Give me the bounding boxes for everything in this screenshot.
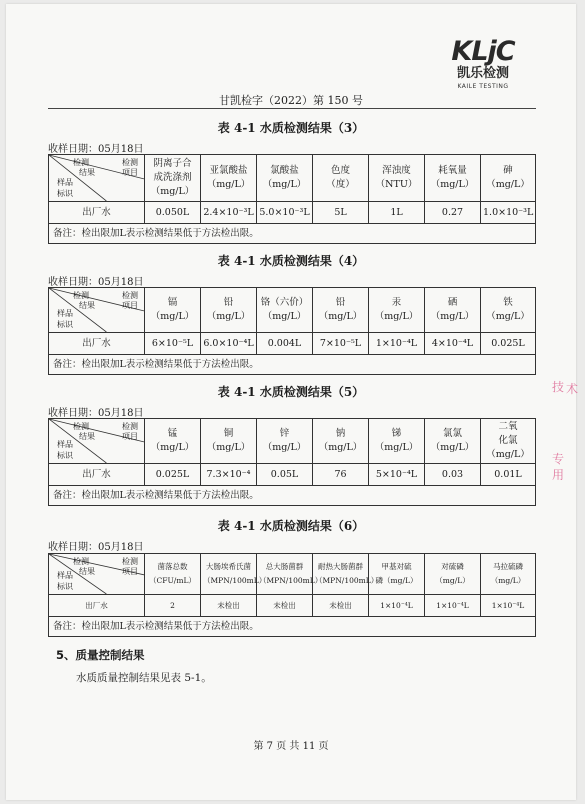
table-cell: 0.004L bbox=[257, 333, 313, 355]
column-header-line: 马拉硫磷 bbox=[493, 562, 523, 571]
column-header-line: （mg/L） bbox=[262, 179, 307, 190]
table-row bbox=[49, 464, 536, 486]
table-cell: 5×10⁻⁴L bbox=[369, 464, 425, 486]
column-header-line: 色度 bbox=[330, 165, 350, 176]
logo-mark: KLjC bbox=[451, 36, 515, 67]
column-header-line: （mg/L） bbox=[206, 442, 251, 453]
diagonal-label: 标识 bbox=[57, 189, 73, 198]
table-header-row bbox=[49, 155, 536, 202]
column-header bbox=[257, 419, 313, 464]
diagonal-label: 项目 bbox=[122, 567, 138, 576]
column-header-line: 硒 bbox=[447, 297, 458, 308]
diagonal-label: 样品 bbox=[57, 571, 73, 580]
column-header-line: （mg/L） bbox=[435, 576, 470, 585]
column-header bbox=[425, 155, 481, 202]
note-row bbox=[49, 617, 536, 637]
diagonal-label: 检测 bbox=[73, 557, 89, 566]
column-header bbox=[481, 288, 536, 333]
table-title: 表 4-1 水质检测结果（3） bbox=[217, 121, 365, 135]
section-heading: 5、质量控制结果 bbox=[56, 648, 145, 662]
table-cell: 2 bbox=[145, 595, 201, 617]
table-cell: 7×10⁻⁵L bbox=[313, 333, 369, 355]
column-header-line: （NTU） bbox=[375, 179, 418, 190]
diagonal-label: 标识 bbox=[57, 451, 73, 460]
result-table bbox=[48, 553, 536, 637]
column-header-line: （mg/L） bbox=[486, 311, 530, 322]
table-header-row bbox=[49, 288, 536, 333]
diagonal-label: 项目 bbox=[122, 168, 138, 177]
column-header-line: （mg/L） bbox=[262, 311, 307, 322]
column-header-line: 总大肠菌群 bbox=[265, 562, 304, 571]
sample-date: 收样日期：05月18日 bbox=[48, 277, 144, 288]
column-header-line: 砷 bbox=[503, 165, 513, 176]
column-header-line: （mg/L） bbox=[206, 311, 251, 322]
table-cell: 6×10⁻⁵L bbox=[145, 333, 201, 355]
result-table bbox=[48, 154, 536, 244]
table-note: 备注：检出限加L表示检测结果低于方法检出限。 bbox=[49, 355, 536, 375]
diagonal-header-cell bbox=[49, 419, 145, 464]
column-header-line: （mg/L） bbox=[318, 311, 363, 322]
note-row bbox=[49, 355, 536, 375]
diagonal-label: 项目 bbox=[122, 432, 138, 441]
sample-date: 收样日期：05月18日 bbox=[48, 144, 144, 155]
diagonal-label: 结果 bbox=[79, 301, 95, 310]
table-cell: 0.05L bbox=[257, 464, 313, 486]
diagonal-label: 检测 bbox=[122, 158, 138, 167]
table-cell: 0.27 bbox=[425, 202, 481, 224]
column-header-line: 成洗涤剂 bbox=[153, 172, 192, 183]
table-cell: 未检出 bbox=[313, 595, 369, 617]
column-header-line: 浑浊度 bbox=[382, 165, 411, 176]
table-cell: 0.050L bbox=[145, 202, 201, 224]
table-note: 备注：检出限加L表示检测结果低于方法检出限。 bbox=[49, 224, 536, 244]
company-name-cn: 凯乐检测 bbox=[456, 66, 509, 81]
diagonal-label: 标识 bbox=[57, 582, 73, 591]
column-header bbox=[425, 419, 481, 464]
column-header-line: 菌落总数 bbox=[157, 562, 188, 571]
column-header bbox=[313, 419, 369, 464]
column-header-line: （mg/L） bbox=[490, 576, 526, 585]
table-cell: 0.025L bbox=[481, 333, 536, 355]
seal-stamp bbox=[546, 376, 579, 496]
column-header bbox=[369, 419, 425, 464]
column-header bbox=[481, 419, 536, 464]
column-header-line: 铅 bbox=[335, 297, 346, 308]
column-header-line: （度） bbox=[326, 179, 355, 190]
column-header-line: 耐热大肠菌群 bbox=[318, 562, 363, 571]
document-page bbox=[6, 4, 579, 800]
column-header-line: 锰 bbox=[167, 428, 178, 439]
column-header bbox=[145, 554, 201, 595]
table-cell: 6.0×10⁻⁴L bbox=[201, 333, 257, 355]
diagonal-label: 检测 bbox=[73, 158, 89, 167]
column-header bbox=[425, 288, 481, 333]
stamp-char: 术 bbox=[566, 382, 579, 396]
column-header bbox=[201, 155, 257, 202]
column-header-line: （MPN/100mL） bbox=[203, 576, 267, 585]
table-cell: 1×10⁻⁴L bbox=[481, 595, 536, 617]
diagonal-label: 样品 bbox=[57, 309, 73, 318]
table-row bbox=[49, 202, 536, 224]
column-header bbox=[369, 554, 425, 595]
column-header-line: 锑 bbox=[391, 428, 402, 439]
diagonal-label: 标识 bbox=[57, 320, 73, 329]
diagonal-label: 检测 bbox=[122, 557, 138, 566]
sample-date: 收样日期：05月18日 bbox=[48, 408, 144, 419]
table-cell: 0.01L bbox=[481, 464, 536, 486]
diagonal-label: 结果 bbox=[79, 432, 95, 441]
column-header-line: （MPN/100mL） bbox=[315, 576, 379, 585]
row-label: 出厂水 bbox=[49, 595, 145, 617]
row-label: 出厂水 bbox=[49, 202, 145, 224]
company-logo bbox=[443, 38, 523, 91]
column-header bbox=[145, 155, 201, 202]
column-header bbox=[201, 419, 257, 464]
column-header-line: （mg/L） bbox=[430, 442, 475, 453]
table-cell: 5L bbox=[313, 202, 369, 224]
table-cell: 1×10⁻⁴L bbox=[369, 595, 425, 617]
section-text: 水质质量控制结果见表 5-1。 bbox=[76, 672, 212, 684]
table-cell: 1×10⁻⁴L bbox=[369, 333, 425, 355]
column-header-line: 氯酸盐 bbox=[270, 165, 299, 176]
column-header-line: 磷（mg/L） bbox=[375, 576, 418, 585]
column-header-line: 铬（六价） bbox=[260, 297, 309, 308]
stamp-char: 专 bbox=[552, 452, 565, 466]
column-header bbox=[257, 288, 313, 333]
column-header-line: （mg/L） bbox=[430, 311, 475, 322]
column-header-line: （mg/L） bbox=[318, 442, 363, 453]
table-note: 备注：检出限加L表示检测结果低于方法检出限。 bbox=[49, 617, 536, 637]
column-header-line: （mg/L） bbox=[374, 311, 419, 322]
column-header bbox=[313, 554, 379, 595]
diagonal-label: 检测 bbox=[73, 291, 89, 300]
column-header-line: 大肠埃希氏菌 bbox=[206, 562, 251, 571]
column-header bbox=[201, 288, 257, 333]
table-cell: 未检出 bbox=[201, 595, 257, 617]
row-label: 出厂水 bbox=[49, 464, 145, 486]
column-header-line: （MPN/100mL） bbox=[259, 576, 323, 585]
column-header-line: （mg/L） bbox=[206, 179, 251, 190]
column-header bbox=[257, 155, 313, 202]
table-title: 表 4-1 水质检测结果（5） bbox=[217, 385, 365, 399]
column-header-line: （mg/L） bbox=[430, 179, 475, 190]
diagonal-label: 检测 bbox=[73, 422, 89, 431]
diagonal-label: 项目 bbox=[122, 301, 138, 310]
column-header bbox=[369, 288, 425, 333]
column-header-line: 亚氯酸盐 bbox=[209, 165, 248, 176]
diagonal-label: 检测 bbox=[122, 422, 138, 431]
column-header bbox=[481, 554, 536, 595]
column-header-line: （mg/L） bbox=[150, 442, 195, 453]
table-header-row bbox=[49, 419, 536, 464]
result-table bbox=[48, 418, 536, 506]
column-header-line: 氯氯 bbox=[442, 428, 462, 439]
column-header-line: （mg/L） bbox=[486, 179, 530, 190]
column-header-line: （mg/L） bbox=[150, 311, 195, 322]
column-header-line: 锌 bbox=[279, 428, 290, 439]
column-header bbox=[425, 554, 481, 595]
column-header bbox=[369, 155, 425, 202]
column-header-line: 铅 bbox=[223, 297, 234, 308]
column-header bbox=[145, 288, 201, 333]
column-header bbox=[201, 554, 267, 595]
column-header-line: 二氧 bbox=[498, 421, 518, 432]
column-header bbox=[313, 155, 369, 202]
result-table bbox=[48, 287, 536, 375]
page-footer: 第 7 页 共 11 页 bbox=[253, 741, 329, 752]
diagonal-header-cell bbox=[49, 554, 145, 595]
column-header-line: 阴离子合 bbox=[153, 158, 192, 169]
diagonal-label: 样品 bbox=[57, 178, 73, 187]
table-title: 表 4-1 水质检测结果（6） bbox=[217, 519, 365, 533]
column-header-line: （mg/L） bbox=[150, 186, 195, 197]
column-header bbox=[481, 155, 536, 202]
column-header-line: 甲基对硫 bbox=[381, 562, 412, 571]
column-header bbox=[257, 554, 323, 595]
sample-date: 收样日期：05月18日 bbox=[48, 542, 144, 553]
table-header-row bbox=[49, 554, 536, 595]
table-cell: 4×10⁻⁴L bbox=[425, 333, 481, 355]
column-header-line: 耗氧量 bbox=[438, 165, 467, 176]
diagonal-header-cell bbox=[49, 155, 145, 202]
table-row bbox=[49, 595, 536, 617]
company-name-en: KAILE TESTING bbox=[457, 83, 509, 90]
stamp-char: 用 bbox=[552, 468, 565, 482]
column-header-line: （mg/L） bbox=[374, 442, 419, 453]
table-cell: 76 bbox=[313, 464, 369, 486]
table-cell: 1×10⁻⁴L bbox=[425, 595, 481, 617]
column-header-line: 汞 bbox=[391, 297, 402, 308]
column-header bbox=[145, 419, 201, 464]
table-cell: 0.025L bbox=[145, 464, 201, 486]
document-number: 甘凯检字（2022）第 150 号 bbox=[219, 94, 363, 107]
diagonal-label: 结果 bbox=[79, 168, 95, 177]
column-header-line: （mg/L） bbox=[486, 449, 530, 460]
table-row bbox=[49, 333, 536, 355]
table-title: 表 4-1 水质检测结果（4） bbox=[217, 254, 365, 268]
row-label: 出厂水 bbox=[49, 333, 145, 355]
table-cell: 1L bbox=[369, 202, 425, 224]
note-row bbox=[49, 486, 536, 506]
table-cell: 未检出 bbox=[257, 595, 313, 617]
note-row bbox=[49, 224, 536, 244]
stamp-char: 技 bbox=[552, 380, 565, 394]
column-header-line: （mg/L） bbox=[262, 442, 307, 453]
table-cell: 0.03 bbox=[425, 464, 481, 486]
column-header-line: 镉 bbox=[167, 297, 178, 308]
table-cell: 1.0×10⁻³L bbox=[481, 202, 536, 224]
table-note: 备注：检出限加L表示检测结果低于方法检出限。 bbox=[49, 486, 536, 506]
column-header-line: 铜 bbox=[223, 428, 234, 439]
header-rule bbox=[48, 108, 536, 109]
column-header-line: 铁 bbox=[503, 297, 513, 308]
diagonal-label: 检测 bbox=[122, 291, 138, 300]
column-header bbox=[313, 288, 369, 333]
column-header-line: （CFU/mL） bbox=[149, 576, 196, 585]
diagonal-header-cell bbox=[49, 288, 145, 333]
table-cell: 5.0×10⁻³L bbox=[257, 202, 313, 224]
table-cell: 2.4×10⁻³L bbox=[201, 202, 257, 224]
diagonal-label: 样品 bbox=[57, 440, 73, 449]
column-header-line: 化氯 bbox=[498, 435, 518, 446]
diagonal-label: 结果 bbox=[79, 567, 95, 576]
table-cell: 7.3×10⁻⁴ bbox=[201, 464, 257, 486]
column-header-line: 钠 bbox=[335, 428, 346, 439]
column-header-line: 对硫磷 bbox=[441, 562, 464, 571]
